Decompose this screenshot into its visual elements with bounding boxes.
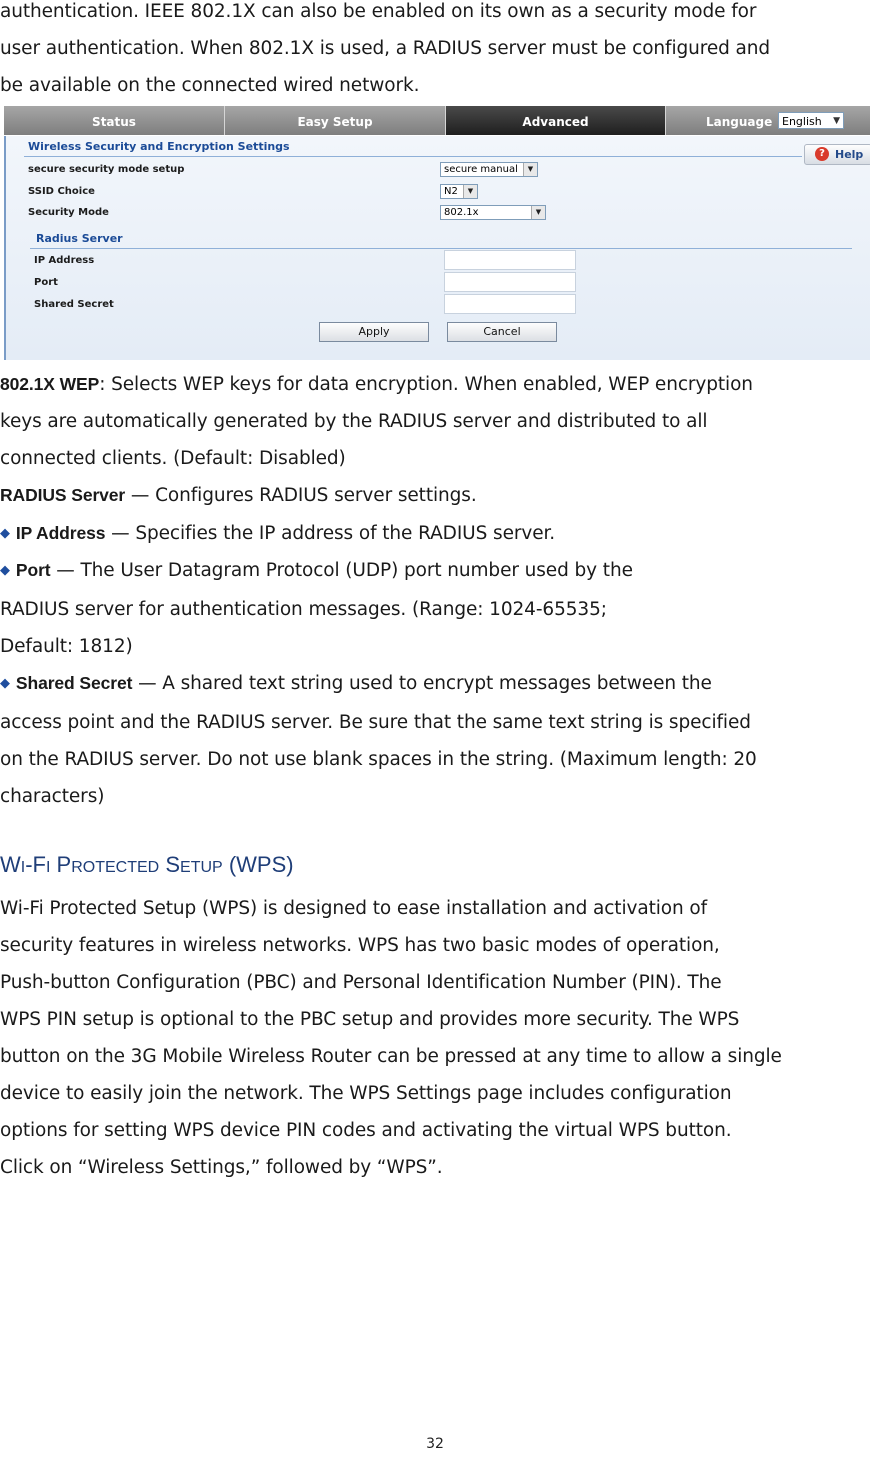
port-line-1: — The User Datagram Protocol (UDP) port number used by the bbox=[50, 560, 633, 581]
mode-label: secure security mode setup bbox=[28, 164, 185, 175]
diamond-bullet-icon: ◆ bbox=[0, 526, 10, 541]
wep-line-2: keys are automatically generated by the RADIUS server and distributed to all bbox=[0, 411, 708, 432]
ip-address-desc: — Specifies the IP address of the RADIUS server. bbox=[105, 523, 556, 544]
panel-title: Wireless Security and Encryption Settings bbox=[28, 140, 290, 153]
security-settings-panel bbox=[4, 136, 870, 360]
tab-status[interactable]: Status bbox=[4, 106, 225, 135]
security-mode-select[interactable] bbox=[440, 205, 546, 220]
top-navigation bbox=[4, 106, 870, 135]
radius-server-term: RADIUS Server bbox=[0, 485, 126, 505]
radius-server-paragraph bbox=[0, 477, 870, 514]
page-number: 32 bbox=[426, 1436, 444, 1452]
ssid-label: SSID Choice bbox=[28, 186, 95, 197]
port-input[interactable] bbox=[444, 272, 576, 292]
language-value: English bbox=[782, 115, 822, 128]
chevron-down-icon: ▼ bbox=[833, 116, 840, 126]
intro-line-3: be available on the connected wired network. bbox=[0, 75, 420, 96]
ip-address-term: IP Address bbox=[15, 523, 106, 543]
shared-secret-label: Shared Secret bbox=[34, 299, 114, 310]
wps-line: Wi-Fi Protected Setup (WPS) is designed to ease installation and activation of bbox=[0, 898, 708, 919]
apply-button[interactable]: Apply bbox=[319, 322, 429, 342]
radius-server-title: Radius Server bbox=[36, 232, 123, 245]
shared-secret-line-1: — A shared text string used to encrypt messages between the bbox=[132, 673, 712, 694]
ssid-select[interactable] bbox=[440, 184, 478, 199]
heading-part: P bbox=[50, 852, 72, 877]
heading-part: I bbox=[20, 859, 26, 876]
heading-part: ETUP bbox=[180, 859, 223, 876]
port-term: Port bbox=[15, 560, 51, 580]
wps-line: security features in wireless networks. WPS has two basic modes of operation, bbox=[0, 935, 720, 956]
mode-value: secure manual bbox=[444, 164, 518, 175]
shared-secret-input[interactable] bbox=[444, 294, 576, 314]
intro-line-2: user authentication. When 802.1X is used, a RADIUS server must be configured and bbox=[0, 38, 771, 59]
intro-paragraph bbox=[0, 0, 870, 104]
port-label: Port bbox=[34, 277, 58, 288]
shared-secret-paragraph bbox=[0, 665, 870, 815]
security-mode-label: Security Mode bbox=[28, 207, 109, 218]
language-select[interactable] bbox=[778, 112, 844, 129]
wps-line: Click on “Wireless Settings,” followed by “WPS”. bbox=[0, 1157, 443, 1178]
shared-secret-line-3: on the RADIUS server. Do not use blank spaces in the string. (Maximum length: 20 bbox=[0, 749, 757, 770]
shared-secret-line-4: characters) bbox=[0, 786, 105, 807]
ssid-value: N2 bbox=[444, 186, 458, 197]
wps-line: WPS PIN setup is optional to the PBC setup and provides more security. The WPS bbox=[0, 1009, 740, 1030]
ip-address-input[interactable] bbox=[444, 250, 576, 270]
divider bbox=[24, 156, 802, 157]
language-bar bbox=[666, 106, 870, 135]
tab-advanced[interactable]: Advanced bbox=[446, 106, 666, 135]
divider bbox=[30, 248, 852, 249]
security-mode-value: 802.1x bbox=[444, 207, 479, 218]
help-label: Help bbox=[835, 148, 864, 161]
heading-part: (WPS) bbox=[222, 852, 294, 877]
ip-address-label: IP Address bbox=[34, 255, 95, 266]
shared-secret-term: Shared Secret bbox=[15, 673, 133, 693]
cancel-button[interactable]: Cancel bbox=[447, 322, 557, 342]
wps-line: button on the 3G Mobile Wireless Router can be pressed at any time to allow a single bbox=[0, 1046, 782, 1067]
wps-line: device to easily join the network. The WPS Settings page includes configuration bbox=[0, 1083, 732, 1104]
chevron-down-icon: ▼ bbox=[531, 206, 545, 219]
heading-part: W bbox=[0, 852, 21, 877]
wps-paragraph bbox=[0, 890, 870, 1186]
mode-select[interactable] bbox=[440, 162, 538, 177]
help-icon: ? bbox=[815, 147, 829, 161]
help-button[interactable] bbox=[804, 144, 870, 165]
port-line-3: Default: 1812) bbox=[0, 636, 133, 657]
shared-secret-line-2: access point and the RADIUS server. Be sure that the same text string is specified bbox=[0, 712, 751, 733]
router-settings-screenshot bbox=[4, 106, 870, 360]
heading-part: S bbox=[159, 852, 181, 877]
chevron-down-icon: ▼ bbox=[523, 163, 537, 176]
radius-server-desc: — Configures RADIUS server settings. bbox=[125, 485, 477, 506]
language-label: Language bbox=[706, 115, 773, 129]
wep-paragraph bbox=[0, 366, 870, 477]
intro-line-1: authentication. IEEE 802.1X can also be enabled on its own as a security mode for bbox=[0, 1, 757, 22]
wps-line: Push-button Configuration (PBC) and Personal Identification Number (PIN). The bbox=[0, 972, 722, 993]
chevron-down-icon: ▼ bbox=[463, 185, 477, 198]
tab-easy-setup[interactable]: Easy Setup bbox=[225, 106, 446, 135]
diamond-bullet-icon: ◆ bbox=[0, 676, 10, 691]
ip-address-paragraph bbox=[0, 515, 870, 554]
section-heading-wps bbox=[0, 852, 294, 878]
wep-line-3: connected clients. (Default: Disabled) bbox=[0, 448, 346, 469]
wps-line: options for setting WPS device PIN codes and activating the virtual WPS button. bbox=[0, 1120, 732, 1141]
port-line-2: RADIUS server for authentication messages. (Range: 1024-65535; bbox=[0, 599, 607, 620]
diamond-bullet-icon: ◆ bbox=[0, 563, 10, 578]
heading-part: ROTECTED bbox=[71, 859, 160, 876]
wep-line-1: : Selects WEP keys for data encryption. When enabled, WEP encryption bbox=[99, 374, 753, 395]
port-paragraph bbox=[0, 552, 870, 665]
heading-part: I bbox=[45, 859, 51, 876]
heading-part: -F bbox=[25, 852, 46, 877]
wep-term: 802.1X WEP bbox=[0, 374, 100, 394]
